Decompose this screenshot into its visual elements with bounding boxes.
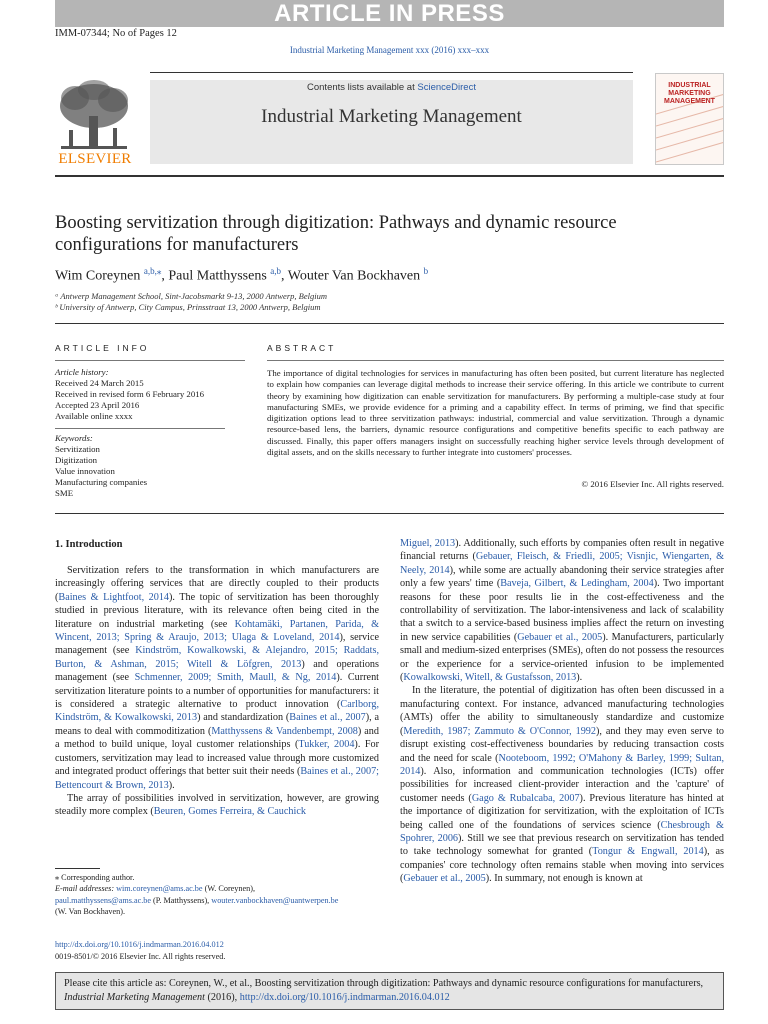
keywords-label: Keywords: [55,433,93,443]
citation-journal: Industrial Marketing Management [64,992,205,1003]
author-list [55,266,428,285]
citation-link[interactable]: Tukker, 2004 [298,739,355,751]
email-owner: (P. Matthyssens), [151,895,212,905]
citation-link[interactable]: Kindström, Kowalkowski, & Alejandro, 2015; Raddats, Burton, & Ashman, 2015; Witell & Löfgren, 2013 [55,645,380,670]
citation-link[interactable]: Gebauer et al., 2005 [403,873,486,885]
citation-year: (2016), [204,992,240,1003]
citation-box [55,972,724,1010]
affiliation-b: ᵇ University of Antwerp, City Campus, Prinsstraat 13, 2000 Antwerp, Belgium [55,302,321,312]
email-link-matthyssens[interactable]: paul.matthyssens@ams.ac.be [55,895,151,905]
history-revised: Received in revised form 6 February 2016 [55,389,205,399]
abstract-rule [267,360,724,361]
contents-prefix: Contents lists available at [307,82,418,93]
article-info-rule [55,360,245,361]
author-name[interactable]: Wim Coreynen [55,268,144,284]
abstract-heading: ABSTRACT [267,343,337,353]
citation-text: Please cite this article as: Coreynen, W., et al., Boosting servitization through digitization: Pathways and dynamic resource configurations for manufacturers, [64,978,704,989]
abstract-text: The importance of digital technologies for services in manufacturing has often been posited, but current literature has neglected to explain how companies can leverage digital methods to increase their service offering. In this article we contribute to current theory by examining how digitization can enable servitization for manufacturers. By performing a multiple-case study at four manufacturing SMEs, we provide evidence for a priming and a capability effect. In terms of priming, we find that specific digitization options lead to three servitization pathways: industrial, commercial and value servitization. Through a dynamic resource-based lens, the barriers, dynamic resource configurations and competitive benefits specific to each pathway are discussed. Finally, this paper offers managers insight on successfully reaching higher service levels through development of digital assets, and on the skills necessary to further integrate into customers' processes. [267,368,724,458]
citation-link[interactable]: Tongur & Engwall, 2014 [592,846,704,858]
keyword-item: SME [55,488,74,498]
footnote-rule [55,868,100,869]
issn-line: 0019-8501/© 2016 Elsevier Inc. All rights reserved. [55,951,226,961]
citation-link[interactable]: Gebauer et al., 2005 [517,631,603,643]
keywords-list [55,433,245,499]
body-paragraph: In the literature, the potential of digitization has often been discussed in a manufacturing context. For instance, advanced manufacturing technologies (AMTs) offer the ability to simultaneously standardize and customize (Meredith, 1987; Zammuto & O'Connor, 1992), and they may even serve to disrupt existing cost-effectiveness boundaries by reducing transaction costs and the need for scale (Nooteboom, 1992; O'Mahony & Barley, 1999; Sultan, 2014). Also, information and communication technologies (ICTs) offer possibilities for increased client-provider interaction and the 'capture' of customer needs (Gago & Rubalcaba, 2007). Previous literature has hinted at the importance of digitization for servitization, with the exploitation of ICTs being called one of the foundations of services science (Chesbrough & Spohrer, 2006). Still we see that previous research on servitization has tended to take technology somewhat for granted (Tongur & Engwall, 2014), as companies' core technology often remains stable when moving into services (Gebauer et al., 2005). In summary, not enough is known at [400,685,724,885]
article-title [55,212,724,256]
citation-link[interactable]: Baveja, Gilbert, & Ledingham, 2004 [500,578,654,590]
body-left-column [55,564,379,819]
corresponding-author-label: ⁎ Corresponding author. [55,873,135,882]
citation-link[interactable]: Gago & Rubalcaba, 2007 [471,792,580,804]
email-link-coreynen[interactable]: wim.coreynen@ams.ac.be [116,884,203,894]
elsevier-wordmark: ELSEVIER [58,151,132,167]
history-received: Received 24 March 2015 [55,378,144,388]
keyword-item: Manufacturing companies [55,477,148,487]
article-history [55,367,245,422]
article-title-line-2: configurations for manufacturers [55,235,299,255]
corresponding-author-footnote [55,872,385,917]
email-label: E-mail addresses: [55,884,117,894]
citation-link[interactable]: Carlborg, Kindström, & Kowalkowski, 2013 [55,699,379,724]
header-top-rule [150,72,633,73]
citation-link[interactable]: Beuren, Gomes Ferreira, & Cauchick [153,806,306,818]
section-rule [55,323,724,324]
header-bottom-rule [55,175,724,177]
history-accepted: Accepted 23 April 2016 [55,400,140,410]
journal-name: Industrial Marketing Management [261,106,522,127]
cover-title: INDUSTRIAL MARKETING MANAGEMENT [664,82,715,105]
keyword-item: Digitization [55,455,98,465]
author-separator: , [281,268,288,284]
abstract-copyright: © 2016 Elsevier Inc. All rights reserved. [581,479,724,489]
article-info-heading: ARTICLE INFO [55,343,150,353]
citation-link[interactable]: Baines et al., 2007; Bettencourt & Brown, 2013 [55,766,380,791]
journal-cover-thumbnail[interactable] [655,73,724,165]
author-separator: , [161,268,169,284]
citation-link[interactable]: Baines et al., 2007 [289,712,366,724]
article-in-press-banner: ARTICLE IN PRESS [55,0,724,27]
affiliation-a: ᵃ Antwerp Management School, Sint-Jacobsmarkt 9-13, 2000 Antwerp, Belgium [55,291,327,301]
article-title-line-1: Boosting servitization through digitization: Pathways and dynamic resource [55,213,617,233]
history-label: Article history: [55,367,109,377]
keywords-rule [55,428,225,429]
citation-link[interactable]: Kowalkowski, Witell, & Gustafsson, 2013 [403,672,577,684]
body-paragraph: Miguel, 2013). Additionally, such efforts by companies often result in negative financial returns (Gebauer, Fleisch, & Friedli, 2005; Visnjic, Wiengarten, & Neely, 2014), while some are actually abandoning their service strategies after only a few years' time (Baveja, Gilbert, & Ledingham, 2004). Two important reasons for these poor results lie in the cost-effectiveness and the controllability of servitization. The labor-intensiveness and lack of scalability that a switch to a service-based business implies affect the return on investing in new service capabilities (Gebauer et al., 2005). Manufacturers, particularly small and medium-sized enterprises (SMEs), often do not possess the resources or the experience for a service-oriented infusion to be implemented (Kowalkowski, Witell, & Gustafsson, 2013). [400,538,725,684]
doi-link[interactable]: http://dx.doi.org/10.1016/j.indmarman.2016.04.012 [55,940,224,949]
citation-link[interactable]: Chesbrough & Spohrer, 2006 [400,819,724,844]
citation-link[interactable]: Kohtamäki, Partanen, Parida, & Wincent, 2013; Spring & Araujo, 2013; Ulaga & Loveland, 2014 [55,618,380,644]
citation-link[interactable]: Matthyssens & Vandenbempt, 2008 [211,725,358,737]
contents-line [150,82,633,93]
citation-doi-link[interactable]: http://dx.doi.org/10.1016/j.indmarman.2016.04.012 [239,992,450,1003]
body-paragraph: The array of possibilities involved in servitization, however, are growing steadily more complex (Beuren, Gomes Ferreira, & Cauchick [55,792,379,818]
keyword-item: Value innovation [55,466,115,476]
doi-block [55,939,225,962]
author-name[interactable]: Wouter Van Bockhaven [287,268,424,284]
manuscript-id: IMM-07344; No of Pages 12 [55,28,177,39]
author-affil-marker[interactable]: b [423,266,429,276]
sciencedirect-link[interactable]: ScienceDirect [417,82,476,93]
email-owner: (W. Van Bockhaven). [55,906,126,916]
citation-link[interactable]: Nooteboom, 1992; O'Mahony & Barley, 1999; Sultan, 2014 [400,752,724,777]
author-affil-marker[interactable]: a,b,⁎ [143,266,162,276]
citation-link[interactable]: Gebauer, Fleisch, & Friedli, 2005; Visnjic, Wiengarten, & Neely, 2014 [400,551,724,576]
author-name[interactable]: Paul Matthyssens [168,268,271,284]
history-online: Available online xxxx [55,411,133,421]
email-owner: (W. Coreynen), [202,884,255,894]
keyword-item: Servitization [55,444,100,454]
email-link-vanbockhaven[interactable]: wouter.vanbockhaven@uantwerpen.be [211,895,339,905]
citation-link[interactable]: Baines & Lightfoot, 2014 [58,591,170,603]
body-right-column [400,537,724,886]
journal-reference-link[interactable]: Industrial Marketing Management xxx (2016) xxx–xxx [289,45,490,55]
citation-link[interactable]: Meredith, 1987; Zammuto & O'Connor, 1992 [403,725,596,737]
introduction-heading: 1. Introduction [55,539,123,550]
body-paragraph: Servitization refers to the transformation in which manufacturers are increasingly offering services that are directly coupled to their products (Baines & Lightfoot, 2014). The topic of servitization has been thoroughly studied in previous literature, with its relevance often being cited in the literature on industrial marketing (see Kohtamäki, Partanen, Parida, & Wincent, 2013; Spring & Araujo, 2013; Ulaga & Loveland, 2014), service management (see Kindström, Kowalkowski, & Alejandro, 2015; Raddats, Burton, & Ashman, 2015; Witell & Löfgren, 2013) and operations management (see Schmenner, 2009; Smith, Maull, & Ng, 2014). Current servitization literature points to a number of opportunities for manufacturers: it is considered a strategic alternative to product innovation (Carlborg, Kindström, & Kowalkowski, 2013) and standardization (Baines et al., 2007), a means to deal with commoditization (Matthyssens & Vandenbempt, 2008) and a method to build unique, loyal customer relationships (Tukker, 2004). For customers, servitization may lead to increased value through more customized and integrated product offerings that better suit their needs (Baines et al., 2007; Bettencourt & Brown, 2013). [55,565,380,791]
citation-link[interactable]: Miguel, 2013 [400,538,456,549]
citation-link[interactable]: Schmenner, 2009; Smith, Maull, & Ng, 2014 [134,672,337,684]
author-affil-marker[interactable]: a,b [270,266,282,276]
section-rule [55,513,724,514]
